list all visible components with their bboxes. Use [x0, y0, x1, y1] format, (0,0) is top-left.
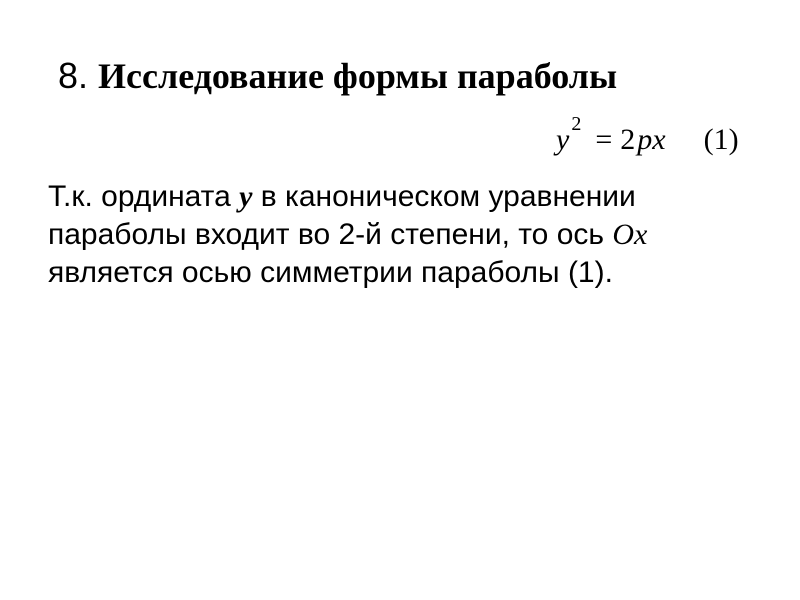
equation-exponent: 2: [571, 113, 582, 135]
body-paragraph: [48, 178, 768, 292]
parabola-equation: [556, 113, 739, 162]
body-line-2: [48, 216, 768, 254]
body-line-1: [48, 178, 768, 216]
ordinate-variable: y: [239, 180, 253, 213]
axis-variable: Ox: [612, 218, 648, 251]
section-heading: Исследование формы параболы: [98, 56, 618, 96]
equation-coefficient: 2: [620, 123, 636, 156]
body-line-1-end: в каноническом уравнении: [252, 180, 636, 213]
body-line-1-start: Т.к. ордината: [48, 180, 240, 213]
equation-y: y: [556, 123, 570, 156]
section-number: 8.: [58, 55, 89, 96]
slide-title: [58, 52, 778, 100]
body-line-3: является осью симметрии параболы (1).: [48, 256, 613, 289]
equation-px: px: [637, 123, 666, 156]
equation-number: (1): [703, 123, 739, 156]
equation-equals: =: [595, 123, 613, 156]
body-line-2-start: параболы входит во 2-й степени, то ось: [48, 218, 613, 251]
